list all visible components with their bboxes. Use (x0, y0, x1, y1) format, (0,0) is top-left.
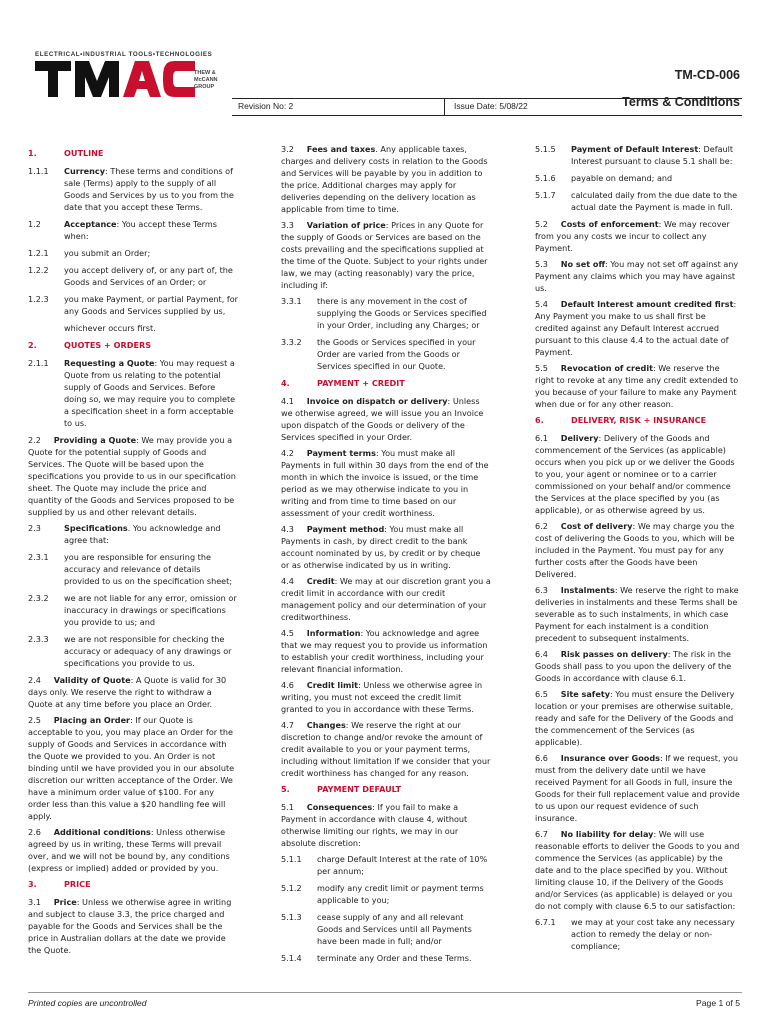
logo-group-name (194, 70, 218, 91)
tmac-logo-mark (35, 61, 195, 97)
clause (535, 916, 741, 952)
clause-heading: Variation of price (306, 220, 386, 230)
clause-text: you submit an Order; (64, 248, 151, 258)
section-number: 5. (281, 784, 290, 794)
paragraph (535, 298, 741, 358)
logo-tagline: ELECTRICAL•INDUSTRIAL TOOLS•TECHNOLOGIES (35, 51, 213, 58)
clause-number: 2.1.1 (28, 358, 49, 368)
revision-number: Revision No: 2 (238, 101, 294, 111)
clause-number: 3.3.1 (281, 296, 302, 306)
clause-number: 5.3 (535, 259, 548, 269)
clause-text: . Any applicable taxes, charges and delivery costs in relation to the Goods and Services will be payable by you in addition to the price. Additional charges may apply for deliveries depending on the delivery location as applicable from time to time. (281, 144, 488, 214)
section-title: PAYMENT DEFAULT (317, 784, 402, 794)
clause-text: : We may recover from you any costs we incur to collect any Payment. (535, 219, 730, 253)
clause-text: : You may request a Quote from us relating to the potential supply of Goods and Services. Before doing so, we may require you to complete a specification sheet in a form acceptable to us. (64, 358, 236, 428)
clause-text: : You may not set off against any Payment any claims which you may have against us. (535, 259, 739, 293)
paragraph (281, 575, 491, 623)
clause-number: 1.1.1 (28, 166, 49, 176)
paragraph (535, 584, 741, 644)
clause-heading: Payment terms (306, 448, 376, 458)
clause-number: 4.3 (281, 524, 294, 534)
clause (28, 264, 238, 288)
clause-number: 3.3.2 (281, 337, 302, 347)
paragraph (535, 752, 741, 824)
clause-number: 4.5 (281, 628, 294, 638)
column-3 (535, 143, 741, 957)
clause-heading: No set off (560, 259, 606, 269)
clause-number: 4.2 (281, 448, 294, 458)
clause (535, 143, 741, 167)
clause-text: we may at your cost take any necessary action to remedy the delay or non-compliance; (571, 917, 735, 951)
section-heading (28, 878, 238, 890)
clause (281, 952, 491, 964)
clause-text: : You must make all Payments in cash, by direct credit to the bank account nominated by us, by credit or by cheque or as otherwise indicated by us in writing. (281, 524, 481, 570)
clause-number: 2.4 (28, 675, 41, 685)
clause-text: you are responsible for ensuring the accuracy and relevance of details provided to us on the specification sheet; (64, 552, 233, 586)
clause-heading: Delivery (560, 433, 599, 443)
clause-text: : We reserve the right to make deliveries in instalments and these Terms shall be severable as to such instalments, in which case Payment for each instalment is a condition precedent to subsequent instalments. (535, 585, 739, 643)
section-number: 6. (535, 415, 544, 425)
clause-heading: Information (306, 628, 361, 638)
paragraph (535, 688, 741, 748)
clause-text: . You acknowledge and agree that: (64, 523, 221, 545)
clause-number: 5.1.1 (281, 854, 302, 864)
clause-number: 2.5 (28, 715, 41, 725)
clause-text: : The risk in the Goods shall pass to you upon the delivery of the Goods in accordance with clause 6.1. (535, 649, 732, 683)
issue-date: Issue Date: 5/08/22 (454, 101, 528, 111)
clause (28, 247, 238, 259)
clause-heading: Price (53, 897, 77, 907)
clause (281, 853, 491, 877)
revision-row (232, 98, 742, 116)
clause-heading: Consequences (306, 802, 373, 812)
clause-text: you make Payment, or partial Payment, for any Goods and Services supplied by us, (64, 294, 239, 316)
paragraph (28, 896, 238, 956)
clause-text: calculated daily from the due date to the actual date the Payment is made in full. (571, 190, 738, 212)
clause-heading: Revocation of credit (560, 363, 653, 373)
clause-heading: Payment of Default Interest (571, 144, 699, 154)
clause-heading: Additional conditions (53, 827, 151, 837)
clause-text: you accept delivery of, or any part of, the Goods and Services of an Order; or (64, 265, 233, 287)
paragraph (281, 523, 491, 571)
clause-heading: Providing a Quote (53, 435, 137, 445)
paragraph (535, 258, 741, 294)
clause-text: cease supply of any and all relevant Goods and Services until all Payments have been made in full; and/or (317, 912, 472, 946)
clause-heading: Specifications (64, 523, 128, 533)
column-2 (281, 143, 491, 969)
paragraph (535, 520, 741, 580)
clause-text: : You accept these Terms when: (64, 219, 217, 241)
section-title: PRICE (64, 879, 91, 889)
clause-number: 6.6 (535, 753, 548, 763)
paragraph (535, 432, 741, 516)
clause-heading: Requesting a Quote (64, 358, 155, 368)
clause-text: : Default Interest pursuant to clause 5.1 shall be: (571, 144, 734, 166)
section-heading (28, 339, 238, 351)
paragraph (281, 627, 491, 675)
clause-number: 5.1.4 (281, 953, 302, 963)
clause-heading: Currency (64, 166, 106, 176)
clause-heading: Credit limit (306, 680, 359, 690)
clause-text: whichever occurs first. (64, 323, 156, 333)
clause-heading: Default Interest amount credited first (560, 299, 734, 309)
clause-text: : We will use reasonable efforts to deliver the Goods to you and commence the Services (as applicable) by the date and to the place specified by you. Without limiting clause 10, if the Delivery of the Goods and/or Services (as applicable) is delayed or you do not comply with clause 6.5 to our satisfaction: (535, 829, 740, 911)
clause-heading: Changes (306, 720, 346, 730)
clause-number: 2.2 (28, 435, 41, 445)
clause (28, 522, 238, 546)
clause-text: charge Default Interest at the rate of 10% per annum; (317, 854, 488, 876)
clause-text: : You must ensure the Delivery location or your premises are otherwise suitable, ready and safe for the Delivery of the Goods and the commencement of the Services (as applicable). (535, 689, 735, 747)
clause-heading: Insurance over Goods (560, 753, 660, 763)
clause-text: we are not liable for any error, omission or inaccuracy in drawings or specifications you provide to us; and (64, 593, 237, 627)
clause-number: 6.5 (535, 689, 548, 699)
clause-text: there is any movement in the cost of supplying the Goods or Services specified in your Order, including any Charges; or (317, 296, 487, 330)
company-logo (28, 28, 240, 118)
clause-heading: Site safety (560, 689, 610, 699)
divider (444, 99, 445, 115)
clause (281, 911, 491, 947)
clause (28, 218, 238, 242)
section-heading (281, 783, 491, 795)
clause-number: 5.1.3 (281, 912, 302, 922)
clause (281, 336, 491, 372)
clause (28, 293, 238, 317)
paragraph (28, 714, 238, 822)
clause-heading: Instalments (560, 585, 615, 595)
paragraph (281, 143, 491, 215)
clause-number: 6.7 (535, 829, 548, 839)
paragraph (535, 362, 741, 410)
clause-heading: Validity of Quote (53, 675, 131, 685)
clause-number: 5.1 (281, 802, 294, 812)
clause-number: 4.7 (281, 720, 294, 730)
logo-sub-line: McCANN (194, 77, 218, 83)
clause-number: 5.1.7 (535, 190, 556, 200)
clause-text: the Goods or Services specified in your Order are varied from the Goods or Services specified in our Quote. (317, 337, 476, 371)
clause-text: : Prices in any Quote for the supply of Goods or Services are based on the costs prevailing and the specifications supplied at the time of the Quote. Subject to your rights under law, we may (acting reasonably) vary the price, including if: (281, 220, 488, 290)
clause-number: 5.4 (535, 299, 548, 309)
clause-number: 4.6 (281, 680, 294, 690)
clause-text: : Unless we otherwise agree in writing, you must not exceed the credit limit granted to you in accordance with these Terms. (281, 680, 483, 714)
clause-number: 1.2.1 (28, 248, 49, 258)
footer-disclaimer: Printed copies are uncontrolled (28, 998, 147, 1008)
clause-number: 6.2 (535, 521, 548, 531)
clause-text: : Unless we otherwise agreed, we will issue you an Invoice upon dispatch of the Goods or delivery of the Services specified in your Order. (281, 396, 484, 442)
clause-number: 2.3.2 (28, 593, 49, 603)
paragraph (535, 648, 741, 684)
clause-text: : Delivery of the Goods and commencement of the Services (as applicable) occurs when you pick up or we deliver the Goods to you, your agent or nominee or to a carrier commissioned on your behalf and/or commence the Services at the place specified by you (as applicable), or as otherwise agreed by us. (535, 433, 735, 515)
section-number: 3. (28, 879, 37, 889)
paragraph (281, 219, 491, 291)
logo-sub-line: GROUP (194, 84, 215, 90)
section-title: PAYMENT + CREDIT (317, 378, 405, 388)
paragraph (281, 447, 491, 519)
clause-heading: Acceptance (64, 219, 117, 229)
clause-heading: Credit (306, 576, 335, 586)
clause-number: 3.3 (281, 220, 294, 230)
clause-number: 6.7.1 (535, 917, 556, 927)
clause-text: : You must make all Payments in full within 30 days from the end of the month in which the invoice is issued, or the time period as we may otherwise indicate to you in writing and from time to time based on our assessment of your credit worthiness. (281, 448, 489, 518)
clause-text: : Unless otherwise agreed by us in writing, these Terms will prevail over, and we will not be bound by, any conditions (express or implied) added or provided by you. (28, 827, 230, 873)
clause-heading: Cost of delivery (560, 521, 633, 531)
clause-number: 4.1 (281, 396, 294, 406)
document-title: Terms & Conditions (622, 95, 740, 109)
column-1 (28, 143, 238, 960)
clause-number: 5.1.6 (535, 173, 556, 183)
clause-text: modify any credit limit or payment terms applicable to you; (317, 883, 484, 905)
paragraph (28, 434, 238, 518)
section-number: 1. (28, 148, 37, 158)
clause-number: 2.3.3 (28, 634, 49, 644)
document-code: TM-CD-006 (674, 68, 740, 82)
paragraph (28, 826, 238, 874)
paragraph (281, 719, 491, 779)
clause-text: : We may provide you a Quote for the potential supply of Goods and Services. The Quote will be based upon the specifications you provide to us in our specification sheet. The Quote may include the price and quantity of the Goods and Services proposed to be supplied by us and other relevant details. (28, 435, 236, 517)
clause-text: : Any Payment you make to us shall first be credited against any Default Interest accrued pursuant to this clause 4.4 to the actual date of Payment. (535, 299, 737, 357)
clause-text: terminate any Order and these Terms. (317, 953, 472, 963)
clause-text: : We reserve the right at our discretion to change and/or revoke the amount of credit available to you or your payment terms, including without limitation if we consider that your credit worthiness has changed for any reason. (281, 720, 491, 778)
clause-text: : If we request, you must from the delivery date until we have received Payment for all Goods in full, insure the Goods for their full replacement value and provide to us upon our request evidence of such insurance. (535, 753, 740, 823)
clause (28, 592, 238, 628)
clause-number: 2.6 (28, 827, 41, 837)
clause-text: : We may charge you the cost of delivering the Goods to you, which will be included in the Payment. You must pay for any further costs after the Goods have been Delivered. (535, 521, 735, 579)
clause-number: 3.2 (281, 144, 294, 154)
page-number: Page 1 of 5 (696, 998, 740, 1008)
clause-text: payable on demand; and (571, 173, 673, 183)
section-title: QUOTES + ORDERS (64, 340, 152, 350)
logo-sub-line: THEW & (194, 70, 216, 76)
clause (281, 882, 491, 906)
clause-number: 6.4 (535, 649, 548, 659)
clause-number: 1.2.2 (28, 265, 49, 275)
clause-text: : Unless we otherwise agree in writing and subject to clause 3.3, the price charged and payable for the Goods and Services shall be the price in Australian dollars at the date we provide the Quote. (28, 897, 232, 955)
paragraph (281, 679, 491, 715)
clause (535, 172, 741, 184)
clause-text: : If our Quote is acceptable to you, you may place an Order for the supply of Goods and Services in accordance with the Quote we provided to you. An Order is not binding until we have provided you in our absolute discretion our written acceptance of the Order. We have a minimum order value of $100. For any order less than this value a $20 handling fee will apply. (28, 715, 235, 821)
clause-text: : You acknowledge and agree that we may request you to provide us information to establish your credit worthiness, including your relevant financial information. (281, 628, 488, 674)
clause-text: we are not responsible for checking the accuracy or adequacy of any drawings or specifications you provide to us. (64, 634, 232, 668)
clause (28, 633, 238, 669)
clause-heading: No liability for delay (560, 829, 654, 839)
section-heading (28, 147, 238, 159)
clause-number: 2.3 (28, 523, 41, 533)
section-title: DELIVERY, RISK + INSURANCE (571, 415, 707, 425)
clause-number: 5.1.2 (281, 883, 302, 893)
clause-text: : We reserve the right to revoke at any time any credit extended to you because of your failure to make any Payment when due or for any other reason. (535, 363, 739, 409)
clause-text: : We may at our discretion grant you a credit limit in accordance with our credit management policy and our determination of your creditworthiness. (281, 576, 491, 622)
clause-number: 6.3 (535, 585, 548, 595)
clause-number: 6.1 (535, 433, 548, 443)
clause-number: 3.1 (28, 897, 41, 907)
clause (28, 551, 238, 587)
section-heading (535, 414, 741, 426)
clause-number: 4.4 (281, 576, 294, 586)
section-heading (281, 377, 491, 389)
clause-heading: Payment method (306, 524, 385, 534)
clause-heading: Risk passes on delivery (560, 649, 668, 659)
clause-heading: Invoice on dispatch or delivery (306, 396, 448, 406)
clause-heading: Fees and taxes (306, 144, 376, 154)
section-number: 2. (28, 340, 37, 350)
clause (28, 357, 238, 429)
clause-number: 2.3.1 (28, 552, 49, 562)
clause (535, 189, 741, 213)
paragraph (28, 674, 238, 710)
clause-number: 5.1.5 (535, 144, 556, 154)
clause (281, 295, 491, 331)
clause-note (28, 322, 238, 334)
clause-text: : These terms and conditions of sale (Terms) apply to the supply of all Goods and Services by us to you from the date that you accept these Terms. (64, 166, 234, 212)
paragraph (281, 801, 491, 849)
section-title: OUTLINE (64, 148, 104, 158)
paragraph (281, 395, 491, 443)
section-number: 4. (281, 378, 290, 388)
clause-text: : A Quote is valid for 30 days only. We reserve the right to withdraw a Quote at any time before you place an Order. (28, 675, 227, 709)
clause (28, 165, 238, 213)
clause-heading: Placing an Order (53, 715, 131, 725)
clause-number: 1.2.3 (28, 294, 49, 304)
clause-number: 5.2 (535, 219, 548, 229)
paragraph (535, 218, 741, 254)
clause-number: 1.2 (28, 219, 41, 229)
clause-heading: Costs of enforcement (560, 219, 659, 229)
footer-divider (28, 992, 742, 993)
clause-number: 5.5 (535, 363, 548, 373)
clause-text: : If you fail to make a Payment in accordance with clause 4, without otherwise limiting our rights, we may in our absolute discretion: (281, 802, 468, 848)
paragraph (535, 828, 741, 912)
